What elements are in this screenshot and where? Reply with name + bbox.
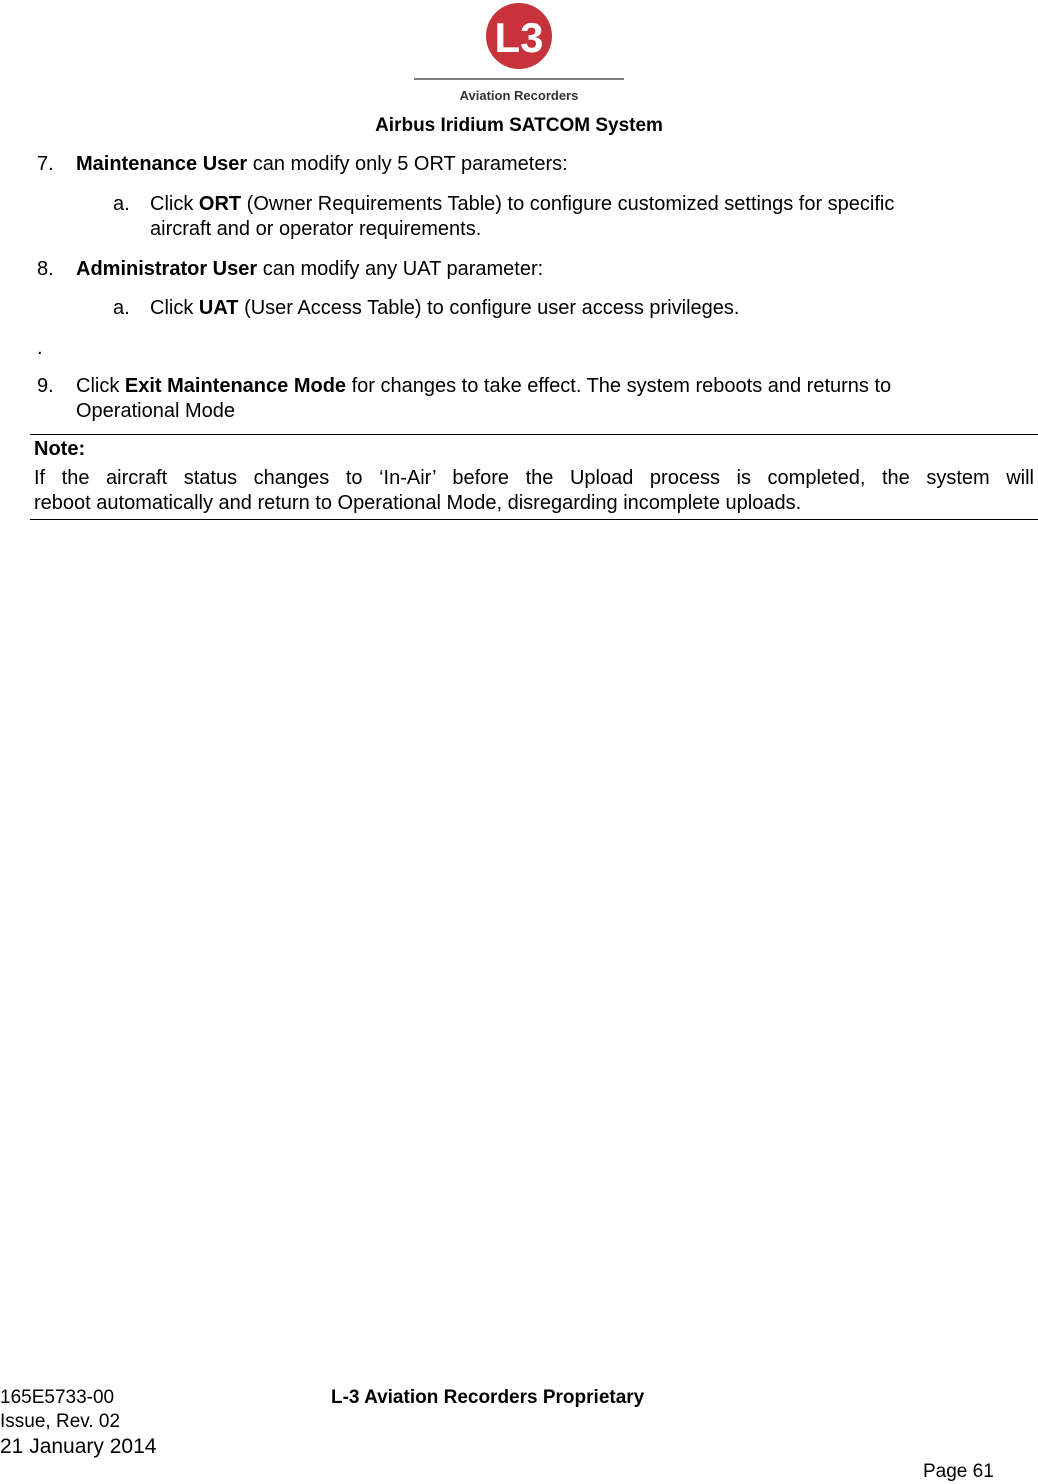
step-9-text (76, 374, 891, 398)
stray-period: . (37, 337, 43, 359)
footer-page-number: Page 61 (923, 1461, 994, 1482)
step-8-number: 8. (37, 258, 54, 280)
step-9-text-line2: Operational Mode (76, 400, 235, 422)
step-9-pre: Click (76, 375, 125, 397)
step-7-number: 7. (37, 153, 54, 175)
logo-mark: L3 (494, 14, 544, 61)
logo-subtitle: Aviation Recorders (459, 88, 579, 103)
step-8a-text (150, 296, 739, 320)
step-8a-letter: a. (113, 297, 130, 319)
step-8a-desc: (User Access Table) to configure user access privileges. (238, 297, 740, 319)
company-logo (414, 0, 624, 104)
step-8-desc: can modify any UAT parameter: (257, 258, 544, 280)
step-7-role: Maintenance User (76, 153, 248, 175)
step-9-number: 9. (37, 375, 54, 397)
step-8-text (76, 257, 543, 281)
step-7a-ort: ORT (198, 193, 242, 215)
step-9-desc1: for changes to take effect. The system reboots and returns to (346, 375, 892, 397)
step-7a-text (150, 192, 894, 216)
step-9-exit-mode: Exit Maintenance Mode (124, 375, 347, 397)
footer-issue: Issue, Rev. 02 (0, 1411, 121, 1432)
step-7a-text-line2: aircraft and or operator requirements. (150, 218, 482, 240)
footer-date: 21 January 2014 (0, 1435, 157, 1458)
step-7-text (76, 152, 568, 176)
step-7a-desc1: (Owner Requirements Table) to configure customized settings for specific (241, 193, 895, 215)
note-label: Note: (34, 438, 86, 460)
step-8a-pre: Click (150, 297, 199, 319)
footer-proprietary: L-3 Aviation Recorders Proprietary (331, 1387, 645, 1408)
step-8-role: Administrator User (76, 258, 258, 280)
document-header-title: Airbus Iridium SATCOM System (375, 115, 663, 136)
step-7-desc: can modify only 5 ORT parameters: (247, 153, 568, 175)
step-7a-letter: a. (113, 193, 130, 215)
footer-doc-number: 165E5733-00 (0, 1387, 115, 1408)
l3-logo-graphic (414, 0, 624, 104)
step-7a-pre: Click (150, 193, 199, 215)
note-text-line2: reboot automatically and return to Operational Mode, disregarding incomplete uploads. (34, 492, 802, 514)
step-8a-uat: UAT (198, 297, 239, 319)
note-text-line1: If the aircraft status changes to ‘In-Air’ before the Upload process is completed, the system will (34, 467, 1034, 489)
